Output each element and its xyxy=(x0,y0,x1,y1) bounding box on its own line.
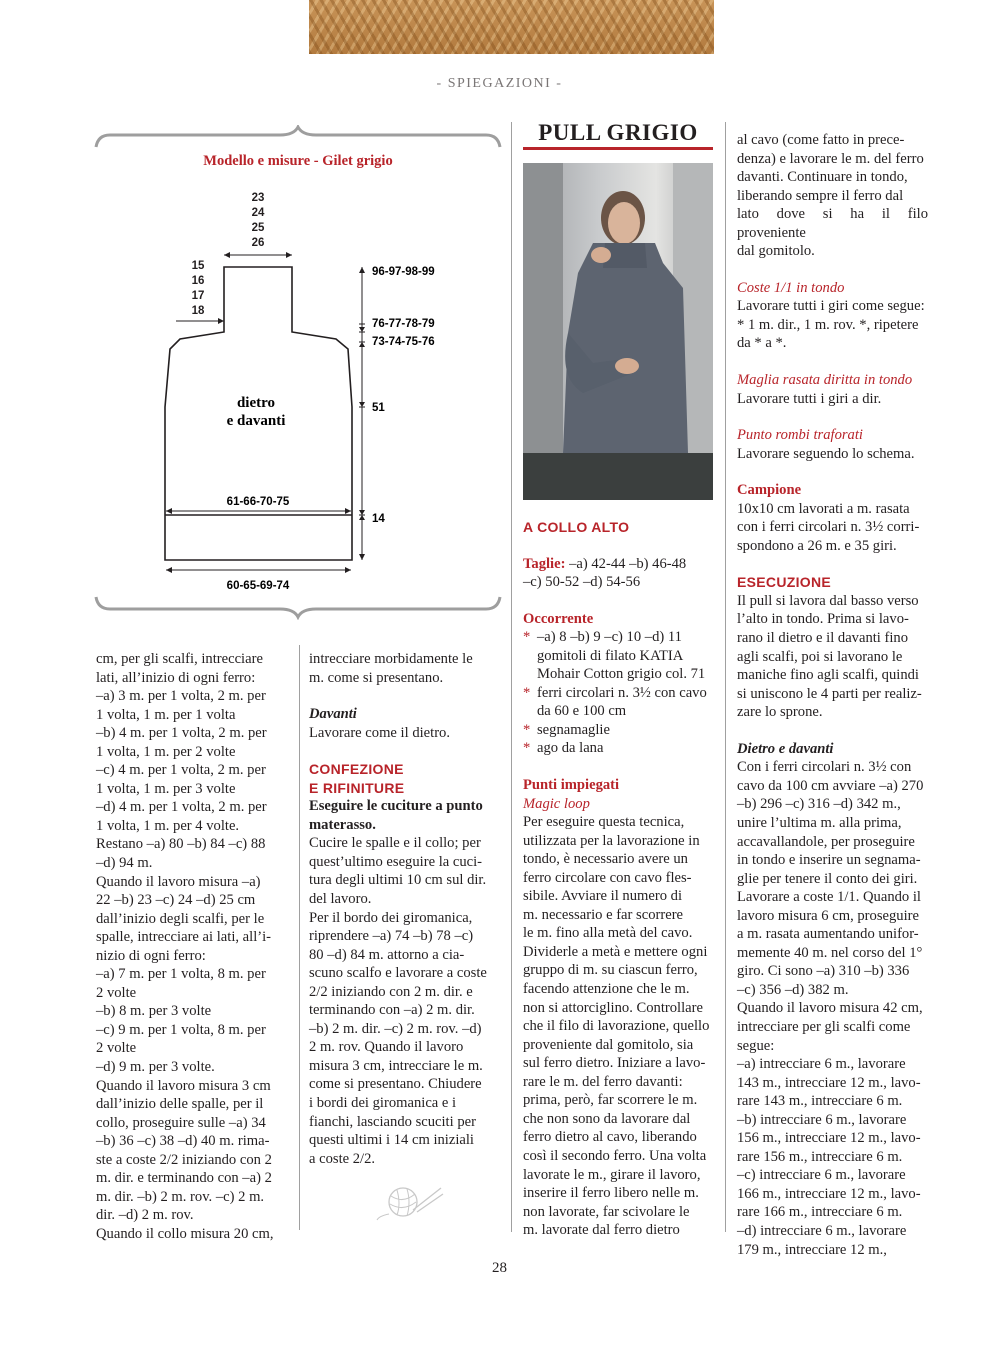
confezione-bold-1: Eseguire le cuciture a punto xyxy=(309,798,483,815)
title-underline xyxy=(523,147,713,150)
text-line: gruppo di m. su ciascun ferro, xyxy=(523,962,698,979)
dietro-heading: Dietro e davanti xyxy=(737,740,834,757)
text-line: rare 166 m., intrecciare 6 m. xyxy=(737,1204,903,1221)
text-line: Per eseguire questa tecnica, xyxy=(523,814,685,831)
text-line: non lavorate, far scivolare le xyxy=(523,1203,690,1220)
rombi-heading: Punto rombi traforati xyxy=(737,427,863,444)
text-line: 2 volte xyxy=(96,984,137,1001)
text-line: 2/2 iniziando con 2 m. dir. e xyxy=(309,983,473,1000)
text-line: Lavorare a coste 1/1. Quando il xyxy=(737,889,921,906)
text-line: spalle, intrecciare ai lati, all’i- xyxy=(96,929,272,946)
neck-size-1: 23 xyxy=(251,192,265,204)
shoulder-size-3: 17 xyxy=(191,290,205,302)
page-number: 28 xyxy=(492,1260,507,1276)
text-line: facendo attenzione che le m. xyxy=(523,981,690,998)
text-line: Cucire le spalle e il collo; per xyxy=(309,835,481,852)
text-line: Quando il collo misura 20 cm, xyxy=(96,1225,274,1242)
text-line: riprendere –a) 74 –b) 78 –c) xyxy=(309,928,474,945)
text-line: sibile. Avviare il numero di xyxy=(523,888,683,905)
column-4 xyxy=(737,131,928,1259)
text-line: 166 m., intrecciare 12 m., lavo- xyxy=(737,1185,921,1202)
text-line: –d) 9 m. per 3 volte. xyxy=(96,1059,215,1076)
text-line: in tondo e inserire un segnama- xyxy=(737,852,921,869)
campione-text: spondono a 26 m. e 35 giri. xyxy=(737,537,897,554)
text-line: Il pull si lavora dal basso verso xyxy=(737,592,919,609)
text-line: –b) 36 –c) 38 –d) 40 m. rima- xyxy=(96,1133,270,1150)
text-line: 179 m., intrecciare 12 m., xyxy=(737,1241,887,1258)
confezione-body xyxy=(309,834,500,1168)
campione-text: con i ferri circolari n. 3½ corri- xyxy=(737,519,920,536)
coste-text: Lavorare tutti i giri come segue: xyxy=(737,298,925,315)
text-line: dall’inizio degli scalfi, per le xyxy=(96,910,265,927)
text-line: ste a coste 2/2 iniziando con 2 xyxy=(96,1151,272,1168)
neck-size-4: 26 xyxy=(251,237,265,249)
body-height-label: 51 xyxy=(372,402,385,414)
text-line: 22 –b) 23 –c) 24 –d) 25 cm xyxy=(96,892,256,909)
text-line: rare le m. del ferro davanti: xyxy=(523,1073,683,1090)
neck-size-3: 25 xyxy=(251,222,265,234)
text-line: –b) 8 m. per 3 volte xyxy=(96,1003,212,1020)
text-line: –d) intrecciare 6 m., lavorare xyxy=(737,1222,907,1239)
text-line: a coste 2/2. xyxy=(309,1150,376,1167)
text-line: utilizzata per la lavorazione in xyxy=(523,832,700,849)
occorrente-item: * segnamaglie xyxy=(523,721,610,738)
text-line: fianchi, lasciando scuciti per xyxy=(309,1113,476,1130)
text-line: 156 m., intrecciare 12 m., lavo- xyxy=(737,1130,921,1147)
text-line: dir. –d) 2 m. rov. xyxy=(96,1207,194,1224)
schematic-diagram xyxy=(90,125,510,620)
campione-heading: Campione xyxy=(737,482,802,499)
text-line: 1 volta, 1 m. per 4 volte. xyxy=(96,817,240,834)
text-line: le m. fino alla metà del cavo. xyxy=(523,925,693,942)
text-line: m. lavorate dal ferro dietro xyxy=(523,1222,680,1239)
text-line: liberando sempre il ferro dal xyxy=(737,187,904,204)
neck-size-2: 24 xyxy=(251,207,265,219)
magic-loop-heading: Magic loop xyxy=(523,795,590,812)
text-line: scuno scalfo e lavorare a coste xyxy=(309,965,487,982)
text-line: giro. Ci sono –a) 310 –b) 336 xyxy=(737,963,910,980)
text-line: –b) 296 –c) 316 –d) 342 m., xyxy=(737,796,901,813)
text-line: a m. rasata aumentando unifor- xyxy=(737,926,919,943)
subtitle: A COLLO ALTO xyxy=(523,519,630,535)
shoulder-size-2: 16 xyxy=(191,275,205,287)
width-lower-label: 60-65-69-74 xyxy=(226,580,290,592)
text-line: Con i ferri circolari n. 3½ con xyxy=(737,759,912,776)
text-line: zare lo sprone. xyxy=(737,704,823,721)
center-label-line1: dietro xyxy=(236,395,276,411)
occorrente-heading: Occorrente xyxy=(523,610,594,627)
pattern-title: PULL GRIGIO xyxy=(538,120,698,145)
text-line: 1 volta, 1 m. per 2 volte xyxy=(96,743,236,760)
text-line: –c) intrecciare 6 m., lavorare xyxy=(737,1167,906,1184)
text-line: 1 volta, 1 m. per 3 volte xyxy=(96,780,236,797)
text-line: come si presentano. Chiudere xyxy=(309,1076,482,1093)
text-line: dal gomitolo. xyxy=(737,243,815,260)
text-line: agli scalfi, poi si lavorano le xyxy=(737,648,903,665)
col2-intro-line: intrecciare morbidamente le xyxy=(309,651,473,667)
center-label-line2: e davanti xyxy=(226,413,286,429)
height-armhole-label: 73-74-75-76 xyxy=(372,336,435,348)
height-shoulder-label: 76-77-78-79 xyxy=(372,318,435,330)
text-line: m. dir. –b) 2 m. rov. –c) 2 m. xyxy=(96,1188,265,1205)
text-line: –b) intrecciare 6 m., lavorare xyxy=(737,1111,907,1128)
column-divider xyxy=(299,645,300,1230)
text-line: rano il dietro e il davanti fino xyxy=(737,630,909,647)
text-line: al cavo (come fatto in prece- xyxy=(737,132,905,148)
text-line: cavo da 100 cm avviare –a) 270 xyxy=(737,777,924,794)
rasata-heading: Maglia rasata diritta in tondo xyxy=(737,372,913,389)
col4-intro xyxy=(737,131,928,261)
text-line: terminando con –a) 2 m. dir. xyxy=(309,1002,475,1019)
confezione-heading-2: E RIFINITURE xyxy=(309,779,405,796)
text-line: –c) 9 m. per 1 volta, 8 m. per xyxy=(96,1021,266,1038)
text-line: Quando il lavoro misura 3 cm xyxy=(96,1077,271,1094)
text-line: Per il bordo dei giromanica, xyxy=(309,909,473,926)
text-line: ferro dietro al cavo, liberando xyxy=(523,1129,697,1146)
rib-height-label: 14 xyxy=(372,513,385,525)
text-line: tura degli ultimi 10 cm sul dir. xyxy=(309,872,487,889)
text-line: del lavoro. xyxy=(309,891,372,908)
width-upper-label: 61-66-70-75 xyxy=(226,496,290,508)
text-line: non si attorciglino. Controllare xyxy=(523,999,703,1016)
text-line: glie per tenere il conto dei giri. xyxy=(737,870,918,887)
davanti-heading: Davanti xyxy=(309,706,357,723)
text-line: –c) 356 –d) 382 m. xyxy=(737,981,849,998)
text-line: rare 143 m., intrecciare 6 m. xyxy=(737,1093,903,1110)
text-line: segue: xyxy=(737,1037,775,1054)
esecuzione-heading: ESECUZIONE xyxy=(737,574,832,591)
text-line: Dividerle a metà e mettere ogni xyxy=(523,943,708,960)
text-line: lavorate le m., girare il lavoro, xyxy=(523,1166,701,1183)
coste-text: da * a *. xyxy=(737,335,787,352)
text-line: si uniscono le 4 parti per realiz- xyxy=(737,685,922,702)
diagram-frame xyxy=(96,127,500,617)
text-line: –d) 94 m. xyxy=(96,855,153,872)
text-line: 2 volte xyxy=(96,1040,137,1057)
punti-heading: Punti impiegati xyxy=(523,777,620,794)
text-line: –b) 4 m. per 1 volta, 2 m. per xyxy=(96,725,267,742)
campione-text: 10x10 cm lavorati a m. rasata xyxy=(737,500,910,517)
text-line: Quando il lavoro misura –a) xyxy=(96,873,261,890)
text-line: lavoro misura 6 cm, proseguire xyxy=(737,907,919,924)
shoulder-size-1: 15 xyxy=(191,260,205,272)
taglie-label: Taglie: xyxy=(523,555,566,572)
coste-text: * 1 m. dir., 1 m. rov. *, ripetere xyxy=(737,316,919,333)
text-line: i bordi dei giromanica e i xyxy=(309,1095,457,1112)
text-line: rare 156 m., intrecciare 6 m. xyxy=(737,1148,903,1165)
text-line: m. necessario e far scorrere xyxy=(523,906,684,923)
text-line: così il secondo ferro. Una volta xyxy=(523,1147,707,1164)
taglie-sizes-2: –c) 50-52 –d) 54-56 xyxy=(523,574,641,591)
text-line: –b) 2 m. dir. –c) 2 m. rov. –d) xyxy=(309,1020,482,1037)
column-1 xyxy=(96,650,287,1244)
coste-heading: Coste 1/1 in tondo xyxy=(737,279,845,296)
rasata-text: Lavorare tutti i giri a dir. xyxy=(737,390,882,407)
text-line: davanti. Continuare in tondo, xyxy=(737,169,908,186)
text-line: m. dir. e terminando con –a) 2 xyxy=(96,1170,272,1187)
height-total-label: 96-97-98-99 xyxy=(372,266,435,278)
confezione-heading-1: CONFEZIONE xyxy=(309,761,404,778)
text-line: –c) 4 m. per 1 volta, 2 m. per xyxy=(96,762,266,779)
text-line: Restano –a) 80 –b) 84 –c) 88 xyxy=(96,836,266,853)
text-line: unire l’ultima m. alla prima, xyxy=(737,814,902,831)
text-line: maniche fino agli scalfi, quindi xyxy=(737,667,919,684)
text-line: inserire il ferro libero nelle m. xyxy=(523,1185,699,1202)
text-line: prima, però, far scorrere le m. xyxy=(523,1092,698,1109)
taglie-sizes: –a) 42-44 –b) 46-48 xyxy=(565,555,687,572)
text-line: quest’ultimo eseguire la cuci- xyxy=(309,853,483,870)
davanti-text: Lavorare come il dietro. xyxy=(309,724,451,741)
text-line: collo, proseguire sulle –a) 34 xyxy=(96,1114,266,1131)
confezione-bold-2: materasso. xyxy=(309,816,376,833)
column-divider xyxy=(725,122,726,1232)
text-line: 80 –d) 84 m. attorno a cia- xyxy=(309,946,465,963)
rombi-text: Lavorare seguendo lo schema. xyxy=(737,445,915,462)
text-line: sul ferro dietro. Iniziare a lavo- xyxy=(523,1055,706,1072)
text-line: –d) 4 m. per 1 volta, 2 m. per xyxy=(96,799,267,816)
magic-loop-text xyxy=(523,813,714,1240)
occorrente-item: * ago da lana xyxy=(523,740,604,757)
occorrente-item: * ferri circolari n. 3½ con cavo da 60 e 100 cm xyxy=(523,684,707,720)
text-line: nizio di ogni ferro: xyxy=(96,947,206,964)
text-line: che il filo di lavorazione, quello xyxy=(523,1018,710,1035)
text-line: ferro circolare con cavo fles- xyxy=(523,869,692,886)
text-line: l’alto in tondo. Prima si lavo- xyxy=(737,611,909,628)
text-line: tondo, è necessario avere un xyxy=(523,851,688,868)
text-line: lato dove si ha il filo proveniente xyxy=(737,206,928,241)
esecuzione-text xyxy=(737,592,928,722)
text-line: accavallandole, per proseguire xyxy=(737,833,915,850)
text-line: questi ultimi i 14 cm iniziali xyxy=(309,1132,474,1149)
text-line: misura 3 cm, intrecciare le m. xyxy=(309,1057,483,1074)
text-line: –a) 3 m. per 1 volta, 2 m. per xyxy=(96,688,266,705)
knit-texture-image xyxy=(309,0,714,54)
text-line: 2 m. rov. Quando il lavoro xyxy=(309,1039,464,1056)
yarn-ball-icon xyxy=(375,1180,445,1222)
text-line: proveniente dal gomitolo, sia xyxy=(523,1036,694,1053)
text-line: –a) intrecciare 6 m., lavorare xyxy=(737,1056,906,1073)
text-line: denza) e lavorare le m. del ferro xyxy=(737,150,924,167)
text-line: che non sono da lavorare dal xyxy=(523,1110,691,1127)
dietro-text xyxy=(737,758,928,1259)
text-line: –a) 7 m. per 1 volta, 8 m. per xyxy=(96,966,266,983)
column-divider xyxy=(511,122,512,1232)
text-line: lati, all’inizio di ogni ferro: xyxy=(96,669,256,686)
text-line: 1 volta, 1 m. per 1 volta xyxy=(96,706,236,723)
diagram-title: Modello e misure - Gilet grigio xyxy=(203,153,393,169)
model-photo xyxy=(523,163,713,500)
column-3 xyxy=(523,518,714,1240)
shoulder-size-4: 18 xyxy=(191,305,205,317)
section-header: - SPIEGAZIONI - xyxy=(436,76,563,91)
occorrente-item: * –a) 8 –b) 9 –c) 10 –d) 11 gomitoli di filato KATIA Mohair Cotton grigio col. 71 xyxy=(523,629,706,683)
col2-intro-line: m. come si presentano. xyxy=(309,669,444,686)
text-line: cm, per gli scalfi, intrecciare xyxy=(96,651,263,667)
text-line: dall’inizio delle spalle, per il xyxy=(96,1096,264,1113)
text-line: intrecciare per gli scalfi come xyxy=(737,1018,911,1035)
text-line: memente 40 m. nel corso del 1° xyxy=(737,944,923,961)
text-line: 143 m., intrecciare 12 m., lavo- xyxy=(737,1074,921,1091)
text-line: Quando il lavoro misura 42 cm, xyxy=(737,1000,923,1017)
column-2 xyxy=(309,650,500,1222)
